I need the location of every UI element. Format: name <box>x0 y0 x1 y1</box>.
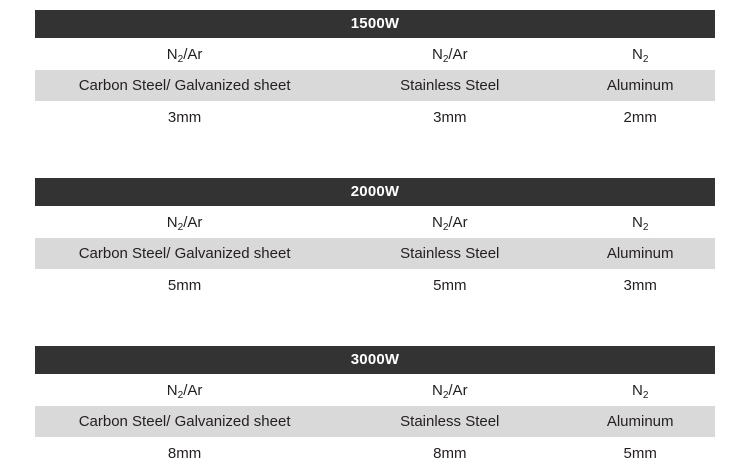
gas-cell-stainless-steel <box>334 206 565 238</box>
gas-cell-stainless-steel <box>334 374 565 406</box>
gas-suffix: /Ar <box>448 381 468 399</box>
gas-cell-stainless-steel <box>334 38 565 70</box>
gas-row-3000w <box>35 374 715 406</box>
material-cell-carbon-steel: Carbon Steel/ Galvanized sheet <box>78 413 291 430</box>
gas-sub: 2 <box>642 389 649 401</box>
power-header-3000w: 3000W <box>35 346 715 374</box>
spec-block-1500w <box>35 10 715 134</box>
power-header-2000w: 2000W <box>35 178 715 206</box>
gas-suffix: /Ar <box>448 213 468 231</box>
gas-base: N <box>431 45 443 63</box>
gas-cell-carbon-steel <box>35 374 334 406</box>
gas-suffix: /Ar <box>183 45 203 63</box>
material-cell-stainless-steel: Stainless Steel <box>400 245 500 262</box>
gas-base: N <box>166 381 178 399</box>
gas-sub: 2 <box>177 53 184 65</box>
gas-cell-aluminum <box>565 206 715 238</box>
gas-base: N <box>631 213 643 231</box>
gas-base: N <box>166 213 178 231</box>
gas-cell-aluminum <box>565 38 715 70</box>
thickness-cell-carbon-steel: 5mm <box>167 277 202 294</box>
thickness-cell-stainless-steel: 5mm <box>433 277 467 294</box>
power-header-1500w: 1500W <box>35 10 715 38</box>
gas-suffix: /Ar <box>448 45 468 63</box>
block-spacer-1 <box>35 134 715 178</box>
material-row-3000w <box>35 406 715 437</box>
gas-base: N <box>631 381 643 399</box>
gas-base: N <box>631 45 643 63</box>
gas-base: N <box>166 45 178 63</box>
gas-suffix: /Ar <box>183 381 203 399</box>
gas-row-1500w <box>35 38 715 70</box>
thickness-row-1500w <box>35 101 715 134</box>
gas-row-2000w <box>35 206 715 238</box>
gas-sub: 2 <box>177 389 184 401</box>
top-spacer <box>35 0 715 10</box>
block-spacer-2 <box>35 302 715 346</box>
spec-block-3000w <box>35 346 715 470</box>
thickness-cell-carbon-steel: 3mm <box>167 109 202 126</box>
material-cell-aluminum: Aluminum <box>606 77 674 94</box>
gas-sub: 2 <box>642 221 649 233</box>
gas-cell-carbon-steel <box>35 38 334 70</box>
gas-sub: 2 <box>177 221 184 233</box>
gas-sub: 2 <box>442 221 449 233</box>
material-cell-stainless-steel: Stainless Steel <box>400 77 500 94</box>
gas-sub: 2 <box>442 389 449 401</box>
gas-sub: 2 <box>642 53 649 65</box>
thickness-cell-stainless-steel: 8mm <box>433 445 467 462</box>
thickness-cell-carbon-steel: 8mm <box>167 445 202 462</box>
material-cell-aluminum: Aluminum <box>606 413 674 430</box>
material-cell-carbon-steel: Carbon Steel/ Galvanized sheet <box>78 77 291 94</box>
gas-suffix: /Ar <box>183 213 203 231</box>
spec-block-2000w <box>35 178 715 302</box>
gas-cell-aluminum <box>565 374 715 406</box>
gas-base: N <box>431 213 443 231</box>
thickness-cell-aluminum: 5mm <box>623 445 657 462</box>
material-cell-aluminum: Aluminum <box>606 245 674 262</box>
thickness-cell-aluminum: 3mm <box>623 277 657 294</box>
material-cell-stainless-steel: Stainless Steel <box>400 413 500 430</box>
thickness-cell-aluminum: 2mm <box>623 109 657 126</box>
material-row-1500w <box>35 70 715 101</box>
thickness-row-2000w <box>35 269 715 302</box>
gas-cell-carbon-steel <box>35 206 334 238</box>
thickness-cell-stainless-steel: 3mm <box>433 109 467 126</box>
gas-base: N <box>431 381 443 399</box>
material-row-2000w <box>35 238 715 269</box>
material-cell-carbon-steel: Carbon Steel/ Galvanized sheet <box>78 245 291 262</box>
thickness-row-3000w <box>35 437 715 470</box>
gas-sub: 2 <box>442 53 449 65</box>
